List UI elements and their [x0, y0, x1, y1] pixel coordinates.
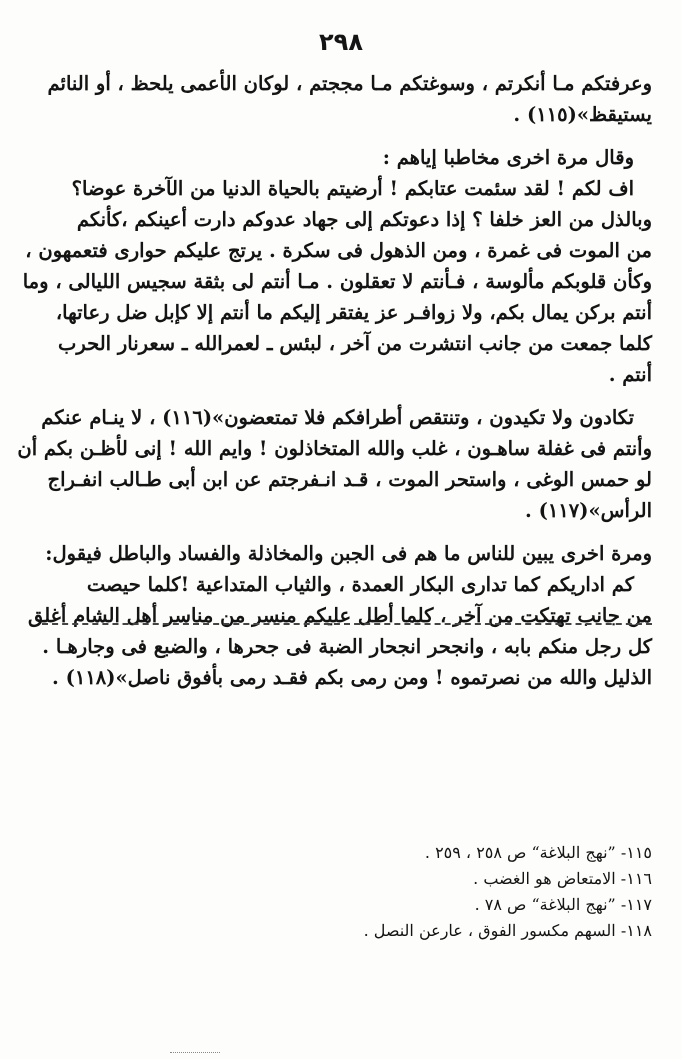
- body-line: كم اداريكم كما تدارى البكار العمدة ، والثياب المتداعية !كلما حيصت: [86, 573, 634, 596]
- body-line: كلما جمعت من جانب انتشرت من آخر ، لبئس ـ لعمرالله ـ سعرنار الحرب: [57, 332, 652, 355]
- body-line: وبالذل من العز خلفا ؟ إذا دعوتكم إلى جهاد عدوكم دارت أعينكم ،كأنكم: [76, 208, 652, 231]
- footnotes: [32, 840, 652, 944]
- body-line: اف لكم ! لقد سئمت عتابكم ! أرضيتم بالحياة الدنيا من الآخرة عوضا؟: [71, 177, 634, 200]
- body-line: كل رجل منكم بابه ، وانجحر انجحار الضبة فى جحرها ، والضبع فى وجارهـا .: [42, 635, 652, 658]
- body-line: تكادون ولا تكيدون ، وتنتقص أطرافكم فلا تمتعضون»(١١٦) ، لا ينـام عنكم: [41, 406, 634, 429]
- body-line: لو حمس الوغى ، واستحر الموت ، قـد انـفرجتم عن ابن أبى طـالب انفـراج: [47, 468, 652, 491]
- paragraph-gap: [42, 130, 652, 142]
- paragraph-gap: [42, 526, 652, 538]
- body-line: وعرفتكم مـا أنكرتم ، وسوغتكم مـا مججتم ، لوكان الأعمى يلحظ ، أو النائم: [47, 72, 652, 95]
- body-line: وكأن قلوبكم مألوسة ، فـأنتم لا تعقلون . مـا أنتم لى بثقة سجيس الليالى ، وما: [22, 270, 652, 293]
- footnote-item: ١١٥- ”نهج البلاغة“ ص ٢٥٨ ، ٢٥٩ .: [424, 843, 652, 862]
- bottom-scan-mark: [170, 1052, 220, 1053]
- body-line: أنتم .: [608, 363, 652, 386]
- body-line: من جانب تهتكت من آخر ، كلما أطل عليكم منسر من مناسر أهل الشام أغلق: [27, 604, 652, 627]
- body-line: وأنتم فى غفلة ساهـون ، غلب والله المتخاذلون ! وايم الله ! إنى لأظـن بكم أن: [17, 437, 652, 460]
- body-line: يستيقظ»(١١٥) .: [513, 103, 652, 126]
- body-line: أنتم بركن يمال بكم، ولا زوافـر عز يفتقر إليكم ما أنتم إلا كإبل ضل رعاتها،: [55, 301, 652, 324]
- page-number: ٢٩٨: [319, 28, 363, 56]
- footnote-item: ١١٦- الامتعاض هو الغضب .: [473, 869, 652, 888]
- body-line: من الموت فى غمرة ، ومن الذهول فى سكرة . يرتج عليكم حوارى فتعمهون ،: [25, 239, 652, 262]
- body-line: الذليل والله من نصرتموه ! ومن رمى بكم فقـد رمى بأفوق ناصل»(١١٨) .: [52, 666, 652, 689]
- footnote-item: ١١٧- ”نهج البلاغة“ ص ٧٨ .: [474, 895, 652, 914]
- body-line: ومرة اخرى يبين للناس ما هم فى الجبن والمخاذلة والفساد والباطل فيقول:: [45, 542, 652, 565]
- body-line: وقال مرة اخرى مخاطبا إياهم :: [382, 146, 634, 169]
- body-text: [17, 68, 652, 693]
- footnote-item: ١١٨- السهم مكسور الفوق ، عارعن النصل .: [363, 921, 652, 940]
- paragraph-gap: [42, 390, 652, 402]
- body-line: الرأس»(١١٧) .: [525, 499, 652, 522]
- paragraph-divider: [42, 623, 652, 625]
